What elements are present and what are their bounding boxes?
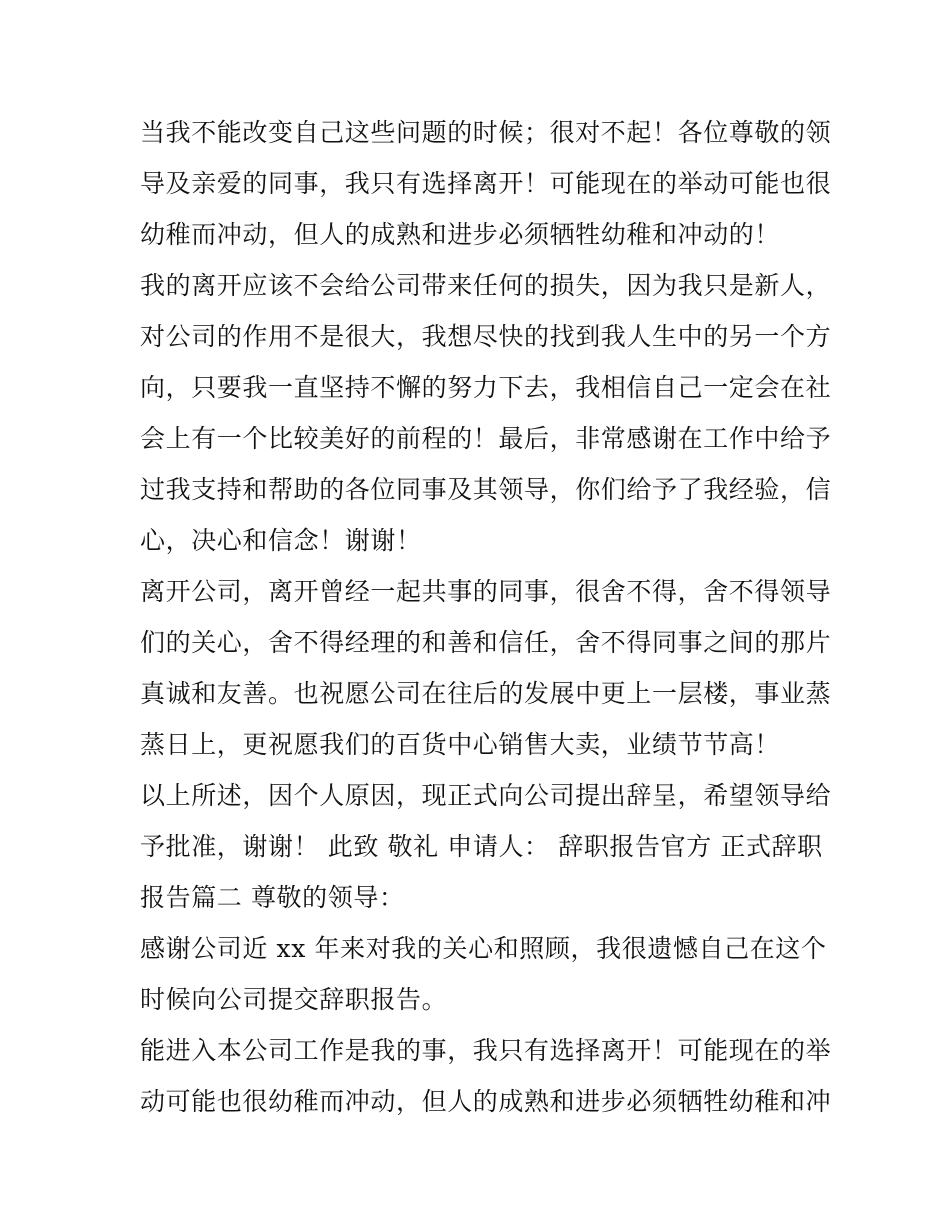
- text-line-7: 会上有一个比较美好的前程的！最后，非常感谢在工作中给予: [140, 424, 832, 453]
- text-line-6: 向，只要我一直坚持不懈的努力下去，我相信自己一定会在社: [140, 373, 832, 402]
- text-line-18: 时候向公司提交辞职报告。: [140, 985, 448, 1014]
- text-line-20: 动可能也很幼稚而冲动，但人的成熟和进步必须牺牲幼稚和冲: [140, 1087, 832, 1116]
- text-line-3: 幼稚而冲动，但人的成熟和进步必须牺牲幼稚和冲动的！: [140, 220, 781, 249]
- text-line-4: 我的离开应该不会给公司带来任何的损失，因为我只是新人，: [140, 271, 832, 300]
- text-line-2: 导及亲爱的同事，我只有选择离开！可能现在的举动可能也很: [140, 169, 832, 198]
- text-line-8: 过我支持和帮助的各位同事及其领导，你们给予了我经验，信: [140, 475, 832, 504]
- text-line-10: 离开公司，离开曾经一起共事的同事，很舍不得，舍不得领导: [140, 577, 832, 606]
- text-line-11: 们的关心，舍不得经理的和善和信任，舍不得同事之间的那片: [140, 628, 832, 657]
- text-line-12: 真诚和友善。也祝愿公司在往后的发展中更上一层楼，事业蒸: [140, 679, 832, 708]
- text-line-1: 当我不能改变自己这些问题的时候；很对不起！各位尊敬的领: [140, 118, 832, 147]
- text-line-16: 报告篇二 尊敬的领导：: [140, 883, 405, 912]
- text-line-5: 对公司的作用不是很大，我想尽快的找到我人生中的另一个方: [140, 322, 832, 351]
- text-line-17: 感谢公司近 xx 年来对我的关心和照顾，我很遗憾自己在这个: [140, 934, 827, 963]
- text-line-13: 蒸日上，更祝愿我们的百货中心销售大卖，业绩节节高！: [140, 730, 781, 759]
- text-line-15: 予批准，谢谢！ 此致 敬礼 申请人： 辞职报告官方 正式辞职: [140, 832, 823, 861]
- text-line-9: 心，决心和信念！谢谢！: [140, 526, 422, 555]
- document-body: [140, 107, 832, 1127]
- text-line-19: 能进入本公司工作是我的事，我只有选择离开！可能现在的举: [140, 1036, 832, 1065]
- text-line-14: 以上所述，因个人原因，现正式向公司提出辞呈，希望领导给: [140, 781, 832, 810]
